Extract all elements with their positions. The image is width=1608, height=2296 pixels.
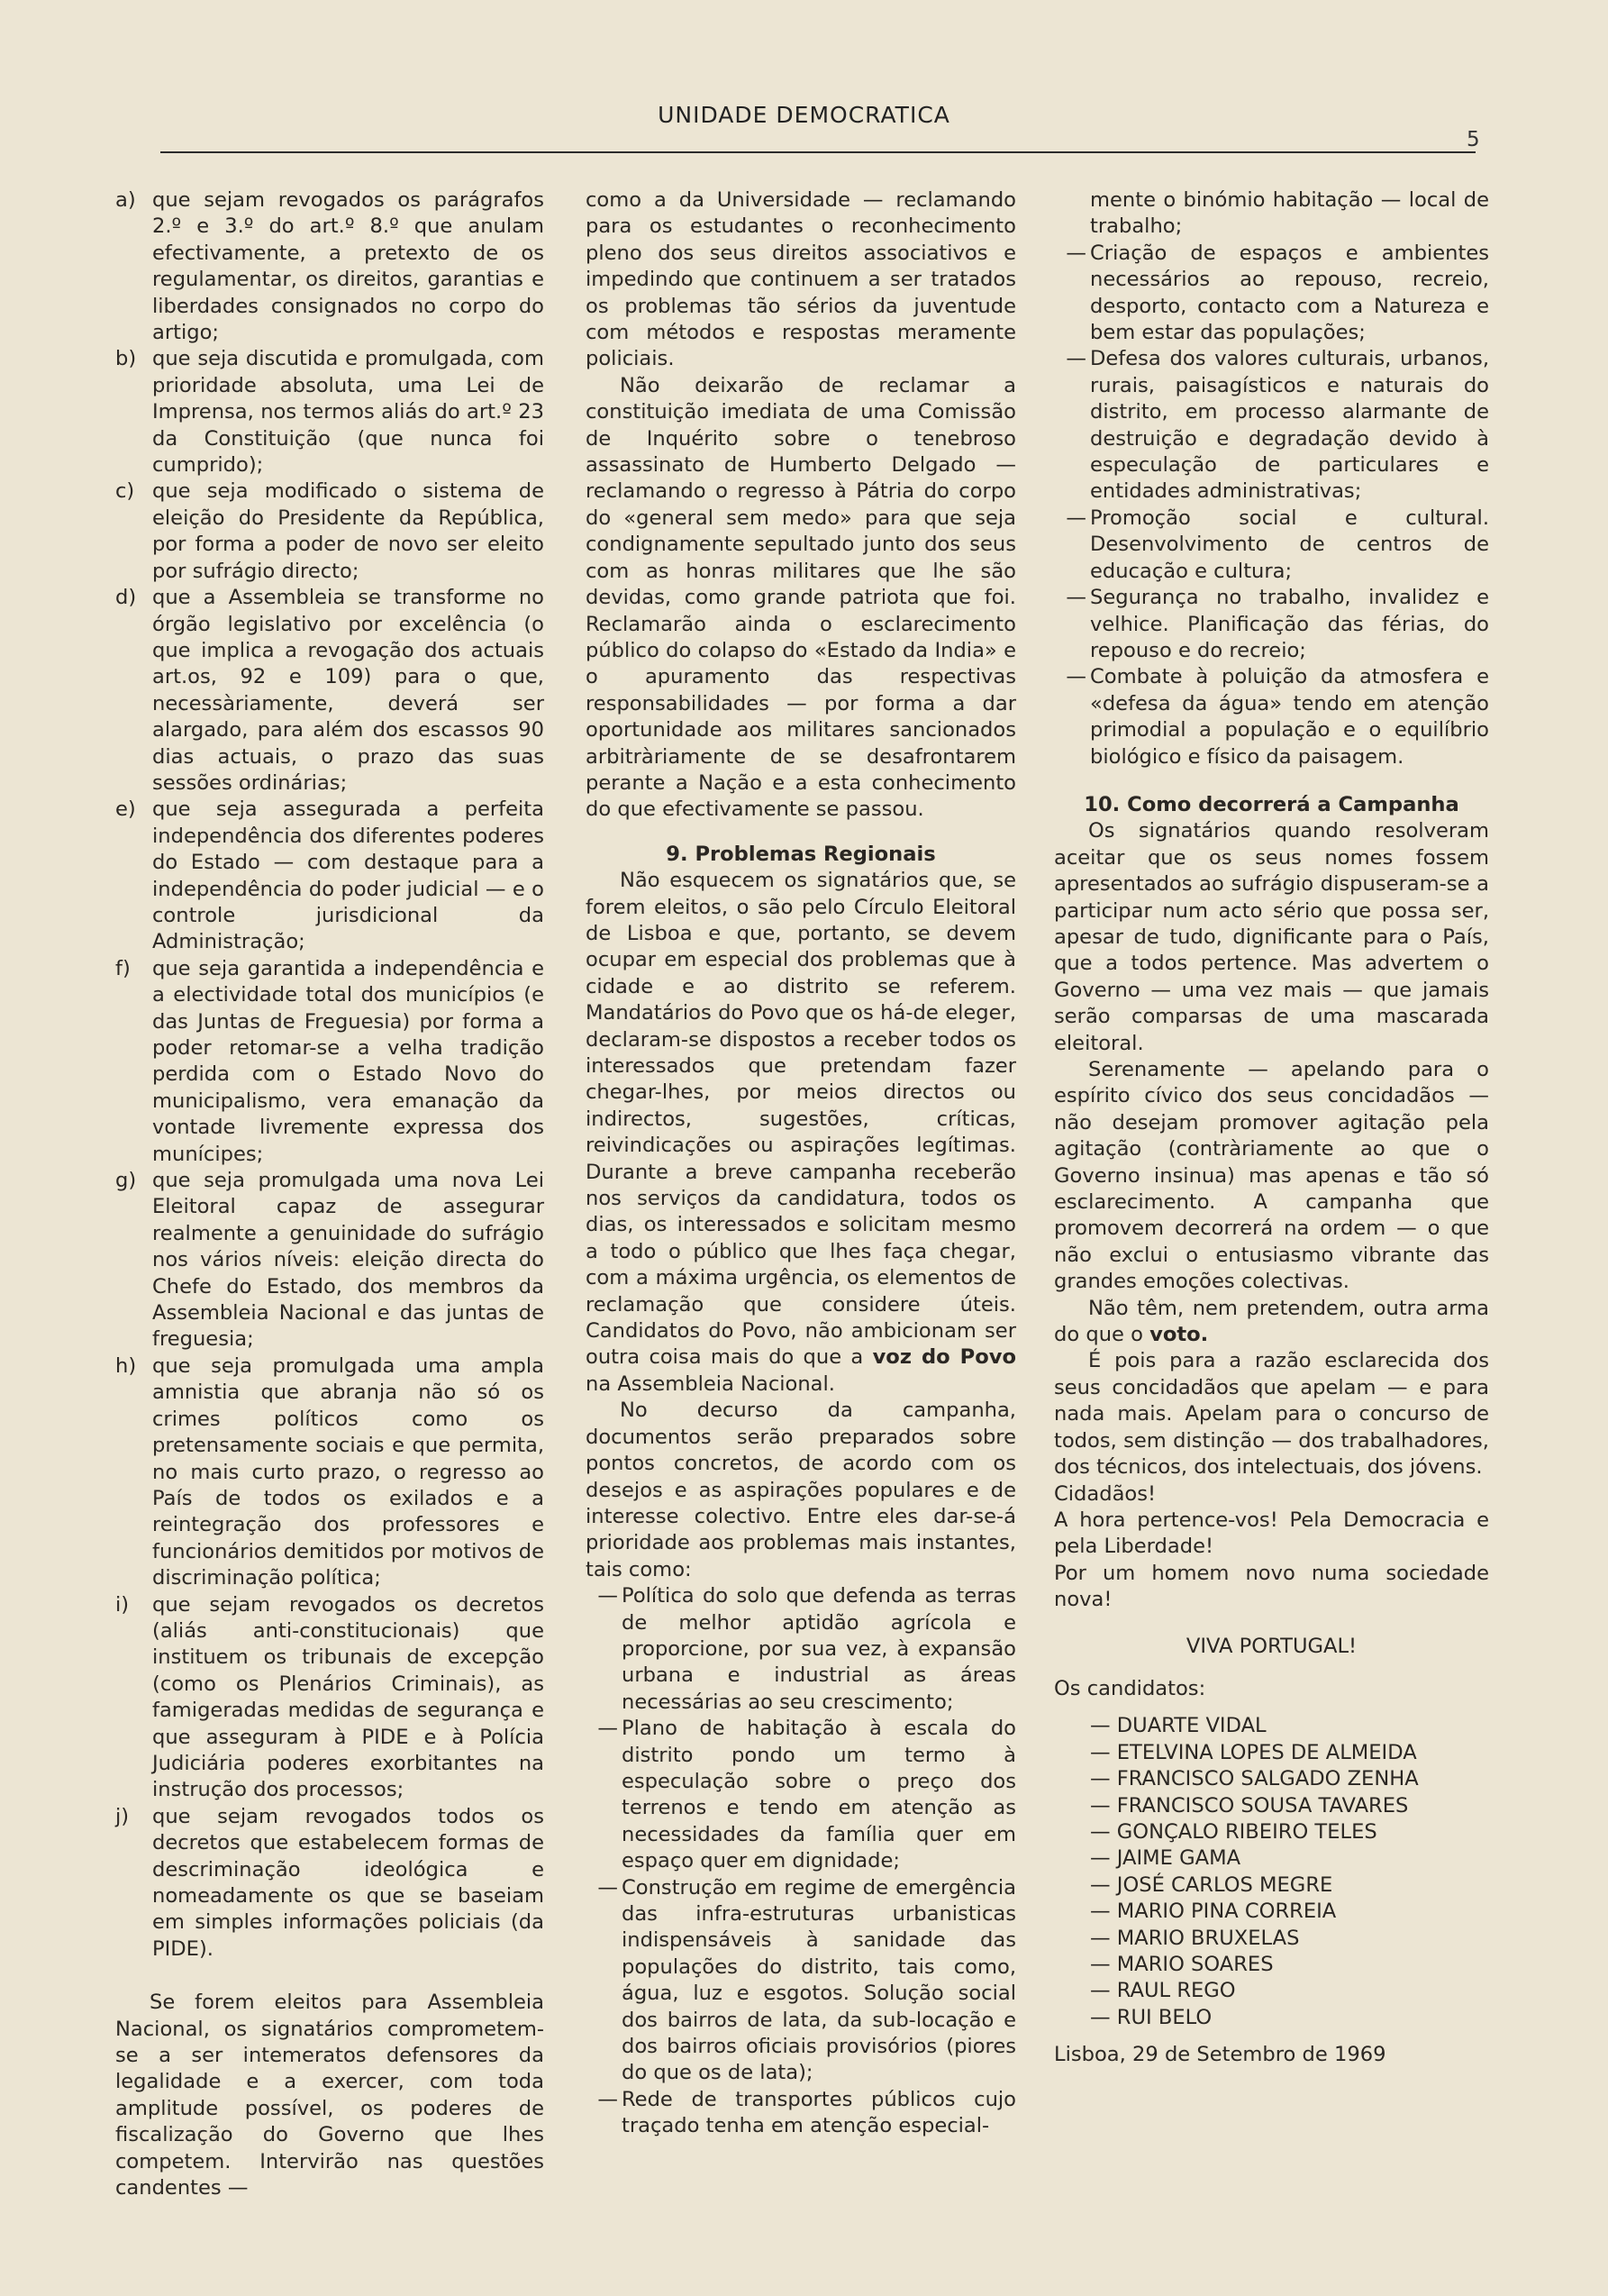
paragraph: Não deixarão de reclamar a constituição imediata de uma Comissão de Inquérito sobre o tenebroso assassinato de Humberto Delgado — reclamando o regresso à Pátria do corpo do «general sem medo» para que seja condignamente sepultado junto dos seus com as honras militares que lhe são devidas, como grande patriota que foi. Reclamarão ainda o esclarecimento público do colapso do «Estado da India» e o apuramento das respectivas responsabilidades — por forma a dar oportunidade aos militares sancionados arbitràriamente de se desafrontarem perante a Nação e a esta conhecimento do que efectivamente se passou. [586, 373, 1016, 822]
list-item: — Segurança no trabalho, invalidez e velhice. Planificação das férias, do repouso e do recreio; [1066, 586, 1489, 662]
list-item: — Plano de habitação à escala do distrito pondo um termo à especulação sobre o preço dos terrenos e tendo em atenção as necessidades da família quer em espaço quer em dignidade; [597, 1717, 1016, 1873]
list-item: h) que seja promulgada uma ampla amnistia que abranja não só os crimes políticos como os pretensamente sociais e que permita, no mais curto prazo, o regresso ao País de todos os exilados e a reintegração dos professores e funcionários demitidos por motivos de discriminação política; [115, 1353, 544, 1590]
exclamation: A hora pertence-vos! Pela Democracia e pela Liberdade! [1054, 1508, 1489, 1559]
column-2 [586, 187, 1016, 2140]
candidate-name: — DUARTE VIDAL [1090, 1714, 1267, 1738]
paragraph: Os signatários quando resolveram aceitar que os seus nomes fossem apresentados ao sufrágio dispuseram-se a participar num acto sério que possa ser, apesar de tudo, dignificante para o País, que a todos pertence. Mas advertem o Governo — uma vez mais — que jamais serão comparsas de uma mascarada eleitoral. [1054, 819, 1489, 1055]
list-item: g) que seja promulgada uma nova Lei Eleitoral capaz de assegurar realmente a genuinidade do sufrágio nos vários níveis: eleição directa do Chefe do Estado, dos membros da Assembleia Nacional e das juntas de freguesia; [115, 1169, 544, 1352]
list-item: c) que seja modificado o sistema de eleição do Presidente da República, por forma a poder de novo ser eleito por sufrágio directo; [115, 479, 544, 583]
list-item: — Defesa dos valores culturais, urbanos, rurais, paisagísticos e naturais do distrito, em processo alarmante de destruição e degradação devido à especulação de particulares e entidades administrativas; [1066, 347, 1489, 504]
paragraph: É pois para a razão esclarecida dos seus concidadãos que apelam — e para nada mais. Apelam para o concurso de todos, sem distinção — dos trabalhadores, dos técnicos, dos intelectuais, dos jóvens. [1054, 1349, 1489, 1480]
paragraph: Não esquecem os signatários que, se forem eleitos, o são pelo Círculo Eleitoral de Lisboa e que, portanto, se devem ocupar em especial dos problemas que à cidade e ao distrito se referem. Mandatários do Povo que os há-de eleger, declaram-se dispostos a receber todos os interessados que pretendam fazer chegar-lhes, por meios directos ou indirectos, sugestões, críticas, reivindicações ou aspirações legítimas. Durante a breve campanha receberão nos serviços da candidatura, todos os dias, os interessados e solicitam mesmo a todo o público que lhes faça chegar, com a máxima urgência, os elementos de reclamação que considere úteis. Candidatos do Povo, não ambicionam ser outra coisa mais do que a voz do Povo na Assembleia Nacional. [586, 869, 1016, 1396]
column-3 [1054, 187, 1489, 2069]
candidates-label: Os candidatos: [1054, 1676, 1206, 1700]
candidate-name: — MARIO PINA CORREIA [1090, 1900, 1337, 1924]
exclamation: Por um homem novo numa sociedade nova! [1054, 1561, 1489, 1612]
date-line: Lisboa, 29 de Setembro de 1969 [1054, 2043, 1386, 2067]
list-item: e) que seja assegurada a perfeita independência dos diferentes poderes do Estado — com destaque para a independência do poder judicial — e o controle jurisdicional da Administração; [115, 797, 544, 954]
header-rule [160, 151, 1476, 153]
list-item: b) que seja discutida e promulgada, com prioridade absoluta, uma Lei de Imprensa, nos termos aliás do art.º 23 da Constituição (que nunca foi cumprido); [115, 347, 544, 478]
candidate-name: — JOSÉ CARLOS MEGRE [1090, 1872, 1333, 1897]
candidate-name: — GONÇALO RIBEIRO TELES [1090, 1819, 1377, 1844]
candidate-name: — MARIO BRUXELAS [1090, 1926, 1300, 1950]
paragraph: mente o binómio habitação — local de trabalho; [1090, 188, 1489, 239]
candidate-name: — RAUL REGO [1090, 1979, 1236, 2003]
page-number: 5 [1467, 128, 1480, 151]
closing-paragraph: Se forem eleitos para Assembleia Nacional, os signatários comprometem-se a ser intemeratos defensores da legalidade e a exercer, com toda amplitude possível, os poderes de fiscalização do Governo que lhes competem. Intervirão nas questões candentes — [115, 1991, 544, 2200]
list-item: j) que sejam revogados todos os decretos que estabelecem formas de descriminação ideológica e nomeadamente os que se baseiam em simples informações policiais (da PIDE). [115, 1804, 544, 1961]
viva-portugal: VIVA PORTUGAL! [1186, 1634, 1358, 1658]
list-item: — Criação de espaços e ambientes necessários ao repouso, recreio, desporto, contacto com a Natureza e bem estar das populações; [1066, 241, 1489, 345]
list-item: f) que seja garantida a independência e a electividade total dos municípios (e das Juntas de Freguesia) por forma a poder retomar-se a velha tradição perdida com o Estado Novo do municipalismo, vera emanação da vontade livremente expressa dos munícipes; [115, 956, 544, 1166]
paragraph: como a da Universidade — reclamando para os estudantes o reconhecimento pleno dos seus direitos associativos e impedindo que continuem a ser tratados os problemas tão sérios da juventude com métodos e respostas meramente policiais. [586, 188, 1016, 371]
candidate-name: — RUI BELO [1090, 2005, 1213, 2029]
paragraph: No decurso da campanha, documentos serão preparados sobre pontos concretos, de acordo com os desejos e as aspirações populares e de interesse colectivo. Entre eles dar-se-á prioridade aos problemas mais instantes, tais como: [586, 1399, 1016, 1581]
exclamation: Cidadãos! [1054, 1481, 1157, 1506]
section-title: 9. Problemas Regionais [666, 842, 936, 866]
section-title: 10. Como decorrerá a Campanha [1084, 792, 1459, 816]
list-item: a) que sejam revogados os parágrafos 2.º e 3.º do art.º 8.º que anulam efectivamente, a pretexto de os regulamentar, os direitos, garantias e liberdades consignados no corpo do artigo; [115, 188, 544, 345]
paragraph: Não têm, nem pretendem, outra arma do que o voto. [1054, 1296, 1489, 1347]
candidate-name: — MARIO SOARES [1090, 1953, 1274, 1976]
list-item: — Combate à poluição da atmosfera e «defesa da água» tendo em atenção primodial a população e o equilíbrio biológico e físico da paisagem. [1066, 665, 1489, 769]
list-item: — Construção em regime de emergência das infra-estruturas urbanisticas indispensáveis à sanidade das populações do distrito, tais como, água, luz e esgotos. Solução social dos bairros de lata, da sub-locação e dos bairros oficiais provisórios (piores do que os de lata); [597, 1875, 1016, 2085]
page-header-title: UNIDADE DEMOCRATICA [658, 102, 950, 128]
candidate-name: — FRANCISCO SOUSA TAVARES [1090, 1793, 1409, 1818]
list-item: — Política do solo que defenda as terras de melhor aptidão agrícola e proporcione, por sua vez, à expansão urbana e industrial as áreas necessárias ao seu crescimento; [597, 1584, 1016, 1714]
list-item: — Promoção social e cultural. Desenvolvimento de centros de educação e cultura; [1066, 506, 1489, 583]
candidates-list [1054, 1713, 1489, 2031]
list-item: i) que sejam revogados os decretos (aliás anti-constitucionais) que instituem os tribunais de excepção (como os Plenários Criminais), as famigeradas medidas de segurança e que asseguram à PIDE e à Polícia Judiciária poderes exorbitantes na instrução dos processos; [115, 1592, 544, 1802]
list-item: d) que a Assembleia se transforme no órgão legislativo por excelência (o que implica a revogação dos actuais art.os, 92 e 109) para o que, necessàriamente, deverá ser alargado, para além dos escassos 90 dias actuais, o prazo das suas sessões ordinárias; [115, 586, 544, 795]
candidate-name: — FRANCISCO SALGADO ZENHA [1090, 1767, 1419, 1791]
column-1 [115, 187, 544, 2201]
paragraph: Serenamente — apelando para o espírito cívico dos seus concidadãos — não desejam promover agitação pela agitação (contràriamente ao que o Governo insinua) mas apenas e tão só esclarecimento. A campanha que promovem decorrerá na ordem — o que não exclui o entusiasmo vibrante das grandes emoções colectivas. [1054, 1058, 1489, 1294]
list-item: — Rede de transportes públicos cujo traçado tenha em atenção especial- [597, 2087, 1016, 2138]
candidate-name: — ETELVINA LOPES DE ALMEIDA [1090, 1740, 1417, 1764]
candidate-name: — JAIME GAMA [1090, 1846, 1241, 1871]
